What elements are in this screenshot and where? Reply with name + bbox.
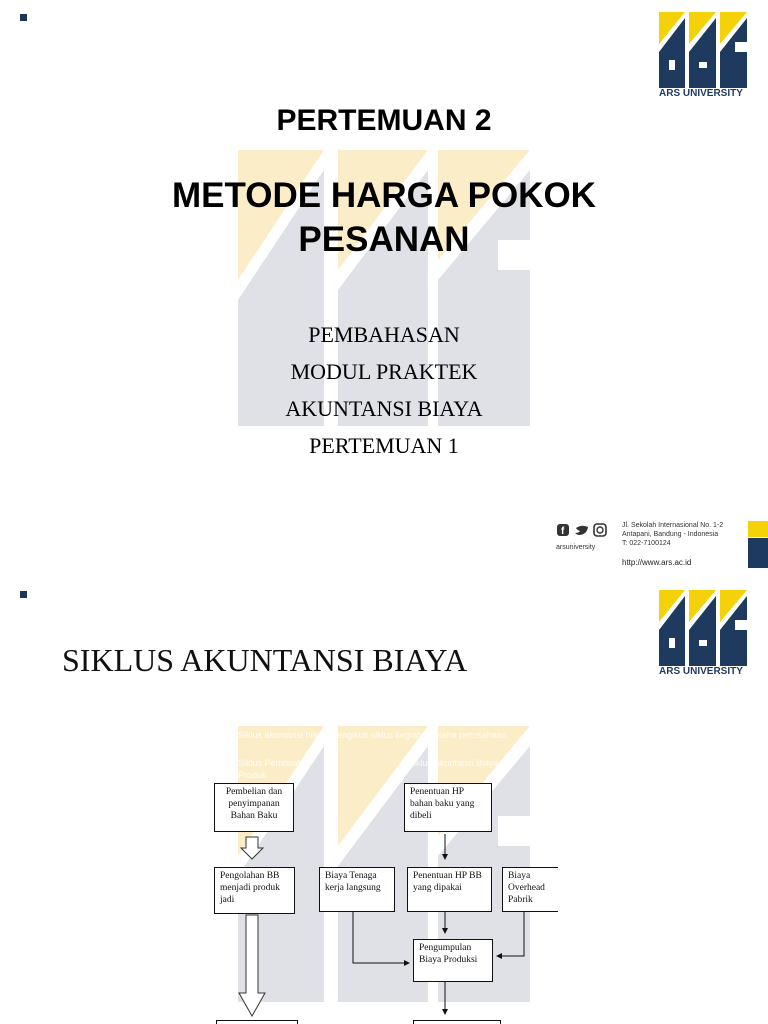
footer-yellow-bar <box>748 521 768 537</box>
title-line-1: METODE HARGA POKOK <box>172 176 596 215</box>
logo-text: ARS UNIVERSITY <box>659 88 743 99</box>
slide-bullet <box>20 14 27 21</box>
body-line: PERTEMUAN 1 <box>309 433 459 458</box>
title-line-2: PESANAN <box>298 220 470 259</box>
logo-text: ARS UNIVERSITY <box>659 666 743 677</box>
arrow <box>497 912 524 956</box>
box-pembelian: Pembelian dan penyimpanan Bahan Baku <box>214 783 294 832</box>
slide1-heading: PERTEMUAN 2 <box>276 104 492 137</box>
twitter-icon <box>575 526 588 535</box>
slide1-title <box>0 174 768 262</box>
slide1-body <box>0 316 768 464</box>
box-penentuan-bb: Penentuan HP bahan baku yang dibeli <box>404 783 492 832</box>
body-line: PEMBAHASAN <box>308 322 460 347</box>
flow-connectors <box>0 576 768 1024</box>
address-line: Jl. Sekolah Internasional No. 1-2 <box>622 522 724 529</box>
box-pengolahan: Pengolahan BB menjadi produk jadi <box>214 867 295 914</box>
ghost-text: Produk <box>238 770 267 780</box>
box-pengumpulan: Pengumpulan Biaya Produksi <box>413 939 493 982</box>
address-line: Antapani, Bandung - Indonesia <box>622 531 719 538</box>
social-block <box>556 522 612 551</box>
box-partial <box>216 1020 298 1024</box>
ars-logo <box>659 12 747 112</box>
ghost-text: Siklus Akuntansi Biaya <box>408 758 499 768</box>
social-handle: arsuniversity <box>556 544 596 551</box>
social-icons <box>556 522 610 538</box>
ghost-text: Siklus akuntansi biaya mengikuti siklus kegiatan usaha perusahaan <box>238 730 507 740</box>
ghost-text: Siklus Pembuatan <box>238 758 311 768</box>
body-line: AKUNTANSI BIAYA <box>285 396 483 421</box>
arrow <box>353 912 409 963</box>
body-line: MODUL PRAKTEK <box>290 359 478 384</box>
slide2-title: SIKLUS AKUNTANSI BIAYA <box>62 642 468 678</box>
box-tenaga-kerja: Biaya Tenaga kerja langsung <box>319 867 395 912</box>
box-penentuan-dipakai: Penentuan HP BB yang dipakai <box>407 867 492 912</box>
slide-2 <box>0 576 768 1024</box>
hollow-arrow-small <box>241 837 263 859</box>
address-block <box>622 521 723 548</box>
phone: T: 022-7100124 <box>622 540 671 547</box>
footer-navy-bar <box>748 538 768 568</box>
website-link[interactable]: http://www.ars.ac.id <box>622 558 692 567</box>
ars-logo-mark <box>659 12 747 88</box>
instagram-icon <box>594 524 606 536</box>
box-partial <box>413 1020 501 1024</box>
svg-text:f: f <box>561 526 565 537</box>
hollow-arrow-large <box>239 915 265 1016</box>
box-overhead: Biaya Overhead Pabrik <box>502 867 558 912</box>
